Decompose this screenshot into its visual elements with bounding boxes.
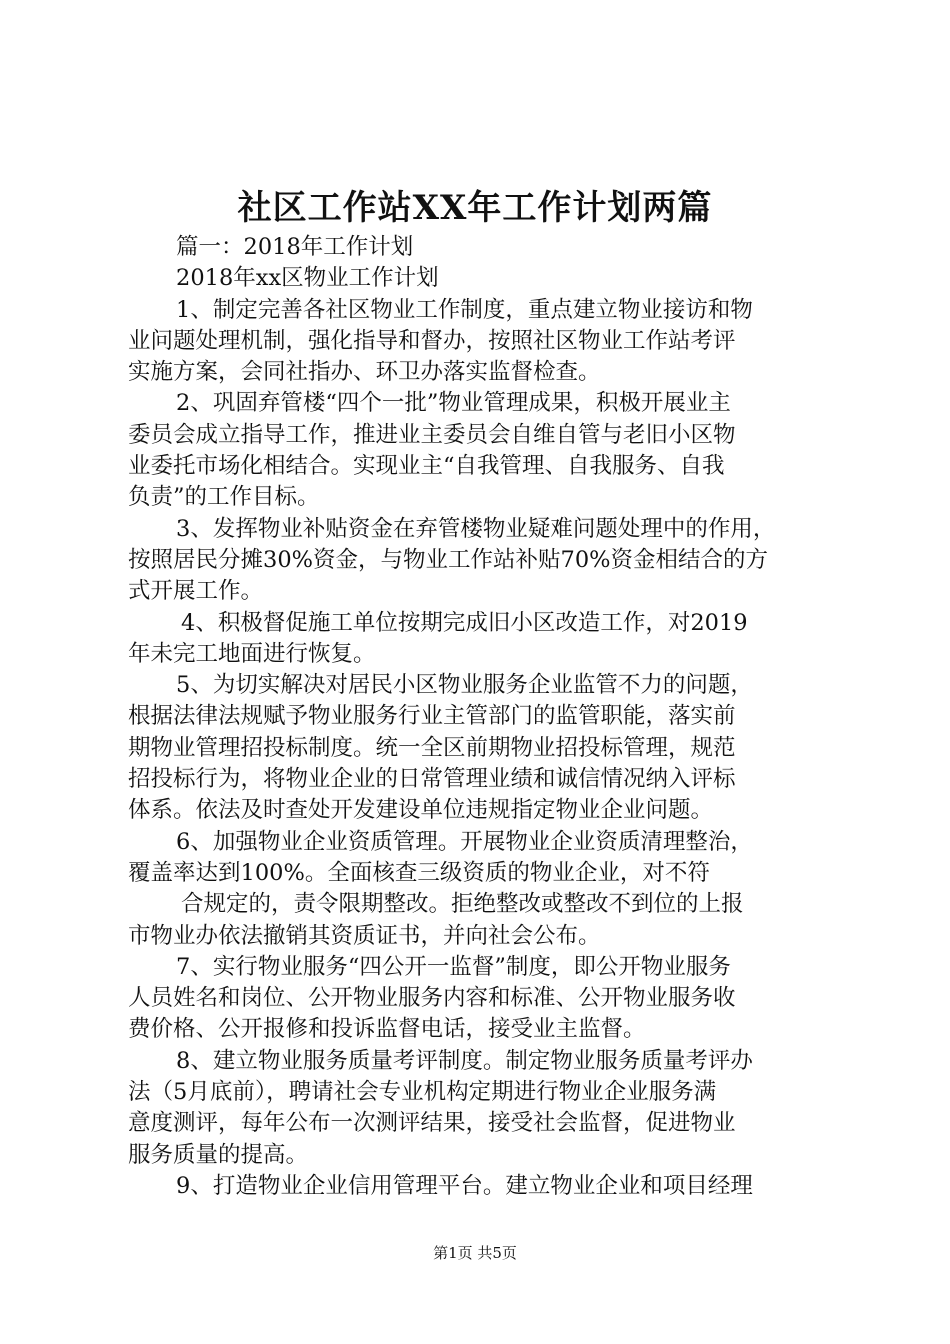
text-line: 根据法律法规赋予物业服务行业主管部门的监管职能，落实前 [128,703,736,730]
text-line: 9、打造物业企业信用管理平台。建立物业企业和项目经理 [176,1172,753,1199]
text-line: 业委托市场化相结合。实现业主“自我管理、自我服务、自我 [128,453,725,480]
text-line: 覆盖率达到100%。全面核查三级资质的物业企业，对不符 [128,859,710,886]
text-line: 实施方案，会同社指办、环卫办落实监督检查。 [128,359,601,386]
text-line: 1、制定完善各社区物业工作制度，重点建立物业接访和物 [176,296,753,323]
text-line: 招投标行为，将物业企业的日常管理业绩和诚信情况纳入评标 [128,766,736,793]
text-line: 意度测评，每年公布一次测评结果，接受社会监督，促进物业 [128,1110,736,1137]
text-line: 按照居民分摊30%资金，与物业工作站补贴70%资金相结合的方 [128,546,769,573]
page-footer: 第1页 共5页 [433,1244,517,1262]
text-line: 7、实行物业服务“四公开一监督”制度，即公开物业服务 [176,953,731,980]
text-line: 5、为切实解决对居民小区物业服务企业监管不力的问题， [176,672,753,699]
text-line: 服务质量的提高。 [128,1141,309,1168]
text-line: 年未完工地面进行恢复。 [128,640,376,667]
text-line: 负责”的工作目标。 [128,484,320,511]
text-line: 8、建立物业服务质量考评制度。制定物业服务质量考评办 [176,1047,753,1074]
text-line: 期物业管理招投标制度。统一全区前期物业招投标管理，规范 [128,734,736,761]
text-line: 委员会成立指导工作，推进业主委员会自维自管与老旧小区物 [128,421,736,448]
text-line: 3、发挥物业补贴资金在弃管楼物业疑难问题处理中的作用， [176,515,776,542]
text-line: 市物业办依法撤销其资质证书，并向社会公布。 [128,922,601,949]
text-line: 2、巩固弃管楼“四个一批”物业管理成果，积极开展业主 [176,390,731,417]
text-line: 法（5月底前），聘请社会专业机构定期进行物业企业服务满 [128,1079,717,1106]
text-line: 篇一：2018年工作计划 [176,234,414,260]
text-line: 6、加强物业企业资质管理。开展物业企业资质清理整治， [176,828,753,855]
document-title: 社区工作站XX年工作计划两篇 [237,188,713,228]
document-body [128,232,834,1202]
text-line: 合规定的，责令限期整改。拒绝整改或整改不到位的上报 [181,891,744,918]
text-line: 人员姓名和岗位、公开物业服务内容和标准、公开物业服务收 [128,985,736,1012]
text-line: 业问题处理机制，强化指导和督办，按照社区物业工作站考评 [128,327,736,354]
text-line: 式开展工作。 [128,578,264,605]
text-line: 体系。依法及时查处开发建设单位违规指定物业企业问题。 [128,797,714,824]
text-line: 4、积极督促施工单位按期完成旧小区改造工作，对2019 [181,609,748,636]
text-line: 2018年xx区物业工作计划 [176,265,439,292]
text-line: 费价格、公开报修和投诉监督电话，接受业主监督。 [128,1016,646,1043]
